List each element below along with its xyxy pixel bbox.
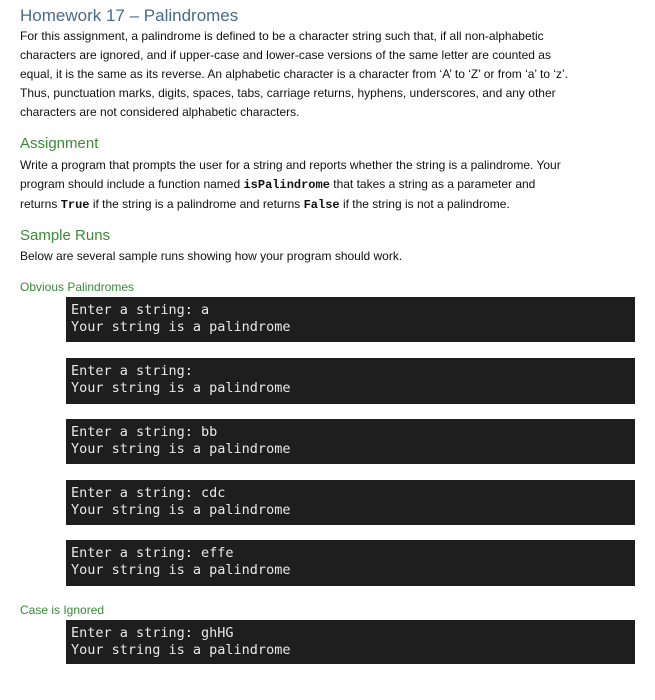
intro-line: For this assignment, a palindrome is defined to be a character string such that, if all non-alphabetic <box>20 29 544 43</box>
true-keyword: True <box>60 198 90 212</box>
intro-line: characters are ignored, and if upper-case and lower-case versions of the same letter are counted as <box>20 48 551 62</box>
terminal-sample-run <box>66 540 635 586</box>
terminal-result-line: Your string is a palindrome <box>71 642 291 658</box>
terminal-result-line: Your string is a palindrome <box>71 380 291 396</box>
case-ignored-heading: Case is Ignored <box>20 603 105 617</box>
sample-runs-heading: Sample Runs <box>20 227 111 244</box>
assignment-text: returns <box>20 197 61 211</box>
terminal-prompt-line: Enter a string: cdc <box>71 485 226 501</box>
assignment-line <box>20 175 632 195</box>
assignment-line <box>20 195 632 215</box>
terminal-result-line: Your string is a palindrome <box>71 441 291 457</box>
terminal-result-line: Your string is a palindrome <box>71 319 291 335</box>
terminal-prompt-line: Enter a string: bb <box>71 424 218 440</box>
terminal-result-line: Your string is a palindrome <box>71 502 291 518</box>
intro-paragraph <box>20 27 632 122</box>
assignment-text: program should include a function named <box>20 177 244 191</box>
terminal-prompt-line: Enter a string: a <box>71 302 210 318</box>
terminal-prompt-line: Enter a string: ghHG <box>71 625 234 641</box>
assignment-heading: Assignment <box>20 135 99 152</box>
terminal-sample-run <box>66 620 635 664</box>
intro-line: characters are not considered alphabetic characters. <box>20 105 300 119</box>
assignment-text: if the string is a palindrome and returns <box>89 197 304 211</box>
terminal-sample-run <box>66 297 635 342</box>
terminal-prompt-line: Enter a string: effe <box>71 545 234 561</box>
terminal-sample-run <box>66 419 635 464</box>
terminal-sample-run <box>66 480 635 525</box>
intro-line: equal, it is the same as its reverse. An alphabetic character is a character from ‘A’ to ‘Z’ or from ‘a’ to ‘z’. <box>20 67 568 81</box>
false-keyword: False <box>303 198 340 212</box>
obvious-palindromes-heading: Obvious Palindromes <box>20 280 135 294</box>
terminal-result-line: Your string is a palindrome <box>71 562 291 578</box>
terminal-prompt-line: Enter a string: <box>71 363 193 379</box>
intro-line: Thus, punctuation marks, digits, spaces, tabs, carriage returns, hyphens, underscores, and any other <box>20 86 556 100</box>
assignment-line: Write a program that prompts the user for a string and reports whether the string is a palindrome. Your <box>20 158 561 172</box>
terminal-sample-run <box>66 358 635 404</box>
assignment-paragraph <box>20 156 632 215</box>
sample-runs-description: Below are several sample runs showing how your program should work. <box>20 249 403 263</box>
assignment-text: if the string is not a palindrome. <box>339 197 510 211</box>
function-name-code: isPalindrome <box>243 178 330 192</box>
page-title: Homework 17 – Palindromes <box>20 6 239 25</box>
assignment-text: that takes a string as a parameter and <box>329 177 536 191</box>
